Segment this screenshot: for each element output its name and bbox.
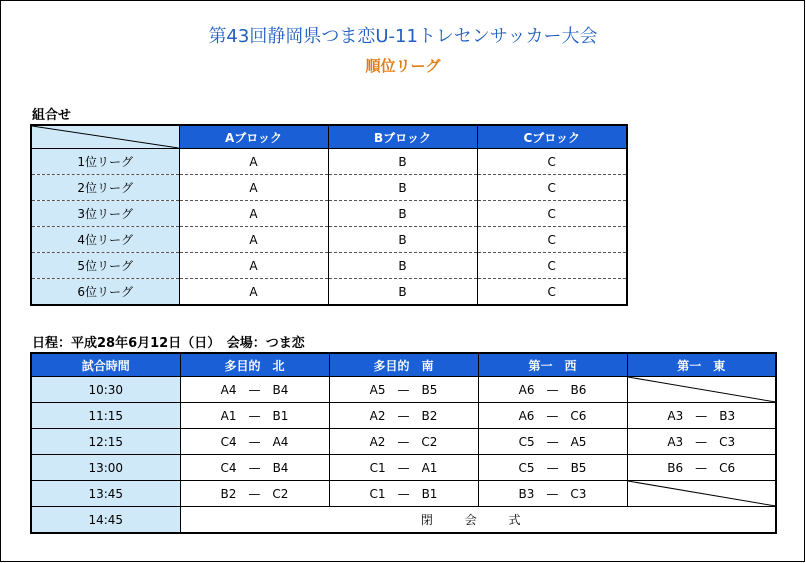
schedule-row: [31, 481, 776, 507]
combo-cell: B: [328, 279, 477, 306]
page-title: 第43回静岡県つま恋U-11トレセンサッカー大会: [208, 26, 598, 47]
combo-row: [31, 253, 627, 279]
match-team-away: C6: [570, 408, 587, 423]
match-cell: [180, 481, 329, 507]
match-cell: [180, 429, 329, 455]
match-dash: —: [546, 460, 559, 475]
match-cell: [478, 403, 627, 429]
match-team-home: A2: [369, 434, 386, 449]
combo-row: [31, 149, 627, 175]
schedule-table: [30, 352, 777, 534]
combo-cell: A: [179, 201, 328, 227]
combo-row-label: 5位リーグ: [31, 253, 179, 279]
combo-cell: C: [477, 253, 627, 279]
combo-header-b: Bブロック: [328, 125, 477, 149]
schedule-header-south: 多目的 南: [329, 353, 478, 377]
match-team-home: A2: [369, 408, 386, 423]
schedule-time: 11:15: [31, 403, 180, 429]
schedule-header-east: 第一 東: [627, 353, 776, 377]
combination-table: [30, 124, 628, 306]
match-cell: [329, 455, 478, 481]
match-team-away: C2: [272, 486, 289, 501]
match-team-home: C1: [369, 486, 386, 501]
match-team-home: C5: [518, 434, 535, 449]
match-team-home: A6: [518, 382, 535, 397]
schedule-time: 13:45: [31, 481, 180, 507]
match-cell: [627, 429, 776, 455]
match-dash: —: [397, 382, 410, 397]
combo-corner-cell: [31, 125, 179, 149]
schedule-row: [31, 377, 776, 403]
combo-row: [31, 227, 627, 253]
schedule-row-closing: [31, 507, 776, 534]
combo-cell: B: [328, 175, 477, 201]
match-cell: [329, 377, 478, 403]
schedule-time: 14:45: [31, 507, 180, 534]
match-cell: [180, 377, 329, 403]
combo-row: [31, 201, 627, 227]
combo-row-label: 1位リーグ: [31, 149, 179, 175]
match-cell: [478, 481, 627, 507]
match-dash: —: [546, 486, 559, 501]
match-team-home: C1: [369, 460, 386, 475]
combo-cell: B: [328, 149, 477, 175]
match-team-home: B3: [518, 486, 535, 501]
match-cell: [329, 481, 478, 507]
match-team-home: A6: [518, 408, 535, 423]
match-team-away: C3: [719, 434, 736, 449]
match-team-home: A1: [220, 408, 237, 423]
match-dash: —: [397, 434, 410, 449]
match-cell: [627, 455, 776, 481]
schedule-header-west: 第一 西: [478, 353, 627, 377]
match-team-away: A4: [272, 434, 289, 449]
match-team-home: B2: [220, 486, 237, 501]
schedule-header-north: 多目的 北: [180, 353, 329, 377]
combo-cell: A: [179, 175, 328, 201]
match-team-away: C3: [570, 486, 587, 501]
match-cell: [329, 403, 478, 429]
combo-cell: C: [477, 201, 627, 227]
match-team-away: B4: [272, 460, 289, 475]
match-cell: [329, 429, 478, 455]
match-cell: [478, 429, 627, 455]
match-cell: [180, 403, 329, 429]
match-dash: —: [695, 434, 708, 449]
combo-cell: B: [328, 227, 477, 253]
match-team-away: B1: [272, 408, 289, 423]
match-dash: —: [397, 486, 410, 501]
schedule-row: [31, 403, 776, 429]
schedule-row: [31, 455, 776, 481]
combo-cell: B: [328, 253, 477, 279]
match-dash: —: [546, 408, 559, 423]
match-cell: [180, 455, 329, 481]
match-dash: —: [248, 460, 261, 475]
match-dash: —: [248, 382, 261, 397]
match-team-away: A1: [421, 460, 438, 475]
match-dash: —: [248, 408, 261, 423]
match-dash: —: [546, 434, 559, 449]
combo-header-c: Cブロック: [477, 125, 627, 149]
combo-cell: C: [477, 175, 627, 201]
match-dash: —: [248, 486, 261, 501]
match-team-away: B3: [719, 408, 736, 423]
schedule-row: [31, 429, 776, 455]
match-team-home: C5: [518, 460, 535, 475]
combo-row: [31, 279, 627, 306]
match-dash: —: [695, 408, 708, 423]
match-dash: —: [546, 382, 559, 397]
match-team-away: B5: [570, 460, 587, 475]
schedule-label: 日程：平成28年6月12日（日） 会場：つま恋: [32, 336, 305, 351]
combo-row-label: 2位リーグ: [31, 175, 179, 201]
combo-header-a: Aブロック: [179, 125, 328, 149]
match-team-away: C2: [421, 434, 438, 449]
match-team-home: C4: [220, 434, 237, 449]
match-dash: —: [695, 460, 708, 475]
combo-cell: B: [328, 201, 477, 227]
page-subtitle: 順位リーグ: [365, 57, 441, 75]
match-team-home: A3: [667, 408, 684, 423]
match-team-away: C6: [719, 460, 736, 475]
combo-row-label: 6位リーグ: [31, 279, 179, 306]
empty-slot-cell: [627, 481, 776, 507]
schedule-time: 13:00: [31, 455, 180, 481]
combo-row: [31, 175, 627, 201]
combo-label: 組合せ: [32, 108, 72, 123]
closing-ceremony: 閉 会 式: [180, 507, 776, 534]
match-dash: —: [397, 408, 410, 423]
match-team-home: C4: [220, 460, 237, 475]
match-team-away: B5: [421, 382, 438, 397]
match-cell: [478, 377, 627, 403]
match-team-home: A3: [667, 434, 684, 449]
match-team-away: A5: [570, 434, 587, 449]
combo-cell: A: [179, 227, 328, 253]
match-team-away: B1: [421, 486, 438, 501]
schedule-time: 10:30: [31, 377, 180, 403]
match-dash: —: [248, 434, 261, 449]
schedule-time: 12:15: [31, 429, 180, 455]
match-team-away: B6: [570, 382, 587, 397]
match-cell: [478, 455, 627, 481]
empty-slot-cell: [627, 377, 776, 403]
match-team-away: B4: [272, 382, 289, 397]
combo-cell: A: [179, 253, 328, 279]
combo-row-label: 3位リーグ: [31, 201, 179, 227]
match-dash: —: [397, 460, 410, 475]
match-team-home: A5: [369, 382, 386, 397]
match-team-away: B2: [421, 408, 438, 423]
match-team-home: A4: [220, 382, 237, 397]
combo-row-label: 4位リーグ: [31, 227, 179, 253]
match-cell: [627, 403, 776, 429]
match-team-home: B6: [667, 460, 684, 475]
schedule-header-time: 試合時間: [31, 353, 180, 377]
combo-cell: C: [477, 279, 627, 306]
combo-cell: A: [179, 279, 328, 306]
combo-cell: C: [477, 149, 627, 175]
combo-cell: C: [477, 227, 627, 253]
combo-cell: A: [179, 149, 328, 175]
